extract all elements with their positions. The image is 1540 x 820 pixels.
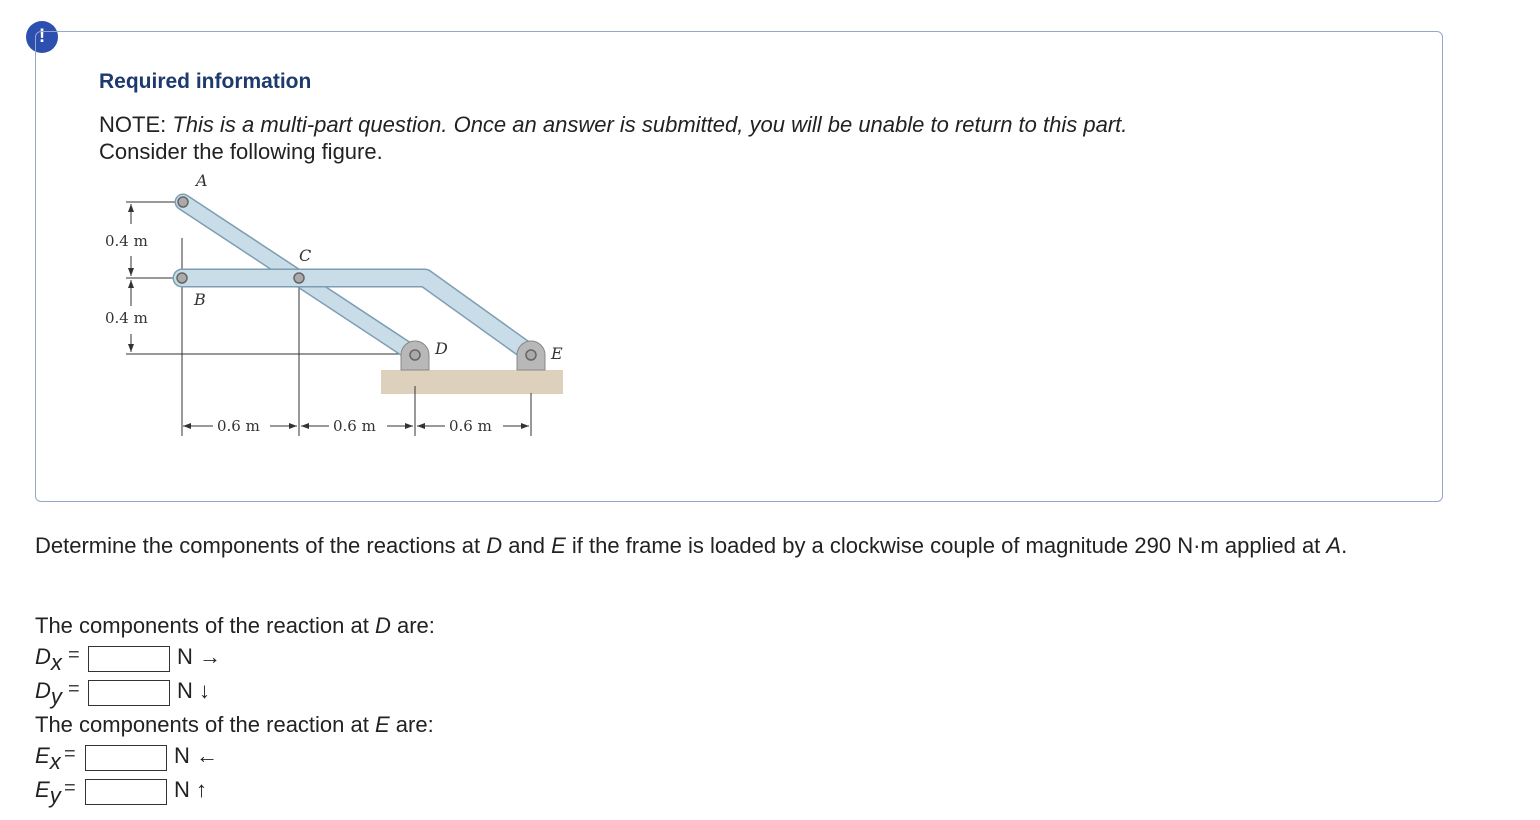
label-a: A — [196, 171, 208, 190]
label-c: C — [299, 246, 312, 265]
pin-a — [178, 197, 188, 207]
section-d-var: D — [374, 613, 391, 638]
dx-unit: N → — [177, 644, 221, 669]
ey-unit: N ↑ — [174, 777, 207, 802]
dy-equals: = — [68, 678, 80, 700]
dx-input[interactable] — [88, 646, 170, 672]
ey-label — [35, 777, 61, 809]
question-var-d: D — [486, 533, 503, 558]
ground-base — [381, 370, 563, 394]
arrow-h1-right — [289, 423, 297, 429]
dim-h2-label: 0.6 m — [333, 417, 376, 435]
section-e-prefix: The components of the reaction at — [35, 712, 375, 737]
ex-label — [35, 743, 61, 775]
dim-v1-label: 0.4 m — [105, 232, 148, 250]
ey-equals: = — [64, 777, 76, 799]
dy-unit: N ↓ — [177, 678, 210, 703]
dy-label — [35, 678, 62, 710]
arrow-h3-right — [521, 423, 529, 429]
dx-var: D — [35, 644, 51, 669]
label-e: E — [551, 344, 563, 363]
required-info-title: Required information — [99, 70, 312, 93]
question-var-e: E — [551, 533, 566, 558]
arrow-v2-down — [128, 344, 134, 352]
arrow-h3-left — [417, 423, 425, 429]
exclamation-icon: ! — [26, 21, 58, 53]
dx-equals: = — [68, 644, 80, 666]
ey-var: E — [35, 777, 50, 802]
ey-subscript: y — [49, 783, 61, 808]
consider-text: Consider the following figure. — [99, 139, 383, 164]
dy-var: D — [35, 678, 51, 703]
dx-label — [35, 644, 62, 676]
question-part2: if the frame is loaded by a clockwise couple of magnitude 290 N·m applied at — [565, 533, 1327, 558]
question-var-a: A — [1326, 533, 1342, 558]
arrow-v1-up — [128, 204, 134, 212]
question-part1: Determine the components of the reactions at — [35, 533, 487, 558]
question-end: . — [1341, 533, 1348, 558]
question-and: and — [502, 533, 552, 558]
section-e-label — [35, 712, 434, 738]
ex-var: E — [35, 743, 50, 768]
ey-input[interactable] — [85, 779, 167, 805]
section-e-var: E — [374, 712, 390, 737]
dy-input[interactable] — [88, 680, 170, 706]
section-d-prefix: The components of the reaction at — [35, 613, 375, 638]
section-e-suffix: are: — [389, 712, 434, 737]
arrow-h1-left — [183, 423, 191, 429]
pin-c — [294, 273, 304, 283]
ex-unit: N ← — [174, 743, 218, 768]
note-body: This is a multi-part question. Once an answer is submitted, you will be unable to return to this part. — [172, 112, 1128, 137]
frame-figure — [95, 168, 575, 443]
ex-subscript: x — [49, 749, 61, 774]
dy-subscript: y — [50, 684, 62, 709]
arrow-h2-right — [405, 423, 413, 429]
label-b: B — [194, 290, 206, 309]
dim-h1-label: 0.6 m — [217, 417, 260, 435]
pin-b — [177, 273, 187, 283]
label-d: D — [435, 339, 448, 358]
section-d-suffix: are: — [390, 613, 435, 638]
dx-subscript: x — [50, 650, 62, 675]
pin-d — [410, 350, 420, 360]
arrow-v2-up — [128, 280, 134, 288]
question-text — [35, 532, 1455, 559]
note-prefix: NOTE: — [99, 112, 167, 137]
section-d-label — [35, 613, 435, 639]
pin-e — [526, 350, 536, 360]
arrow-v1-down — [128, 268, 134, 276]
dim-v2-label: 0.4 m — [105, 309, 148, 327]
ex-input[interactable] — [85, 745, 167, 771]
arrow-h2-left — [301, 423, 309, 429]
ex-equals: = — [64, 743, 76, 765]
dim-h3-label: 0.6 m — [449, 417, 492, 435]
note-text — [99, 112, 1127, 138]
